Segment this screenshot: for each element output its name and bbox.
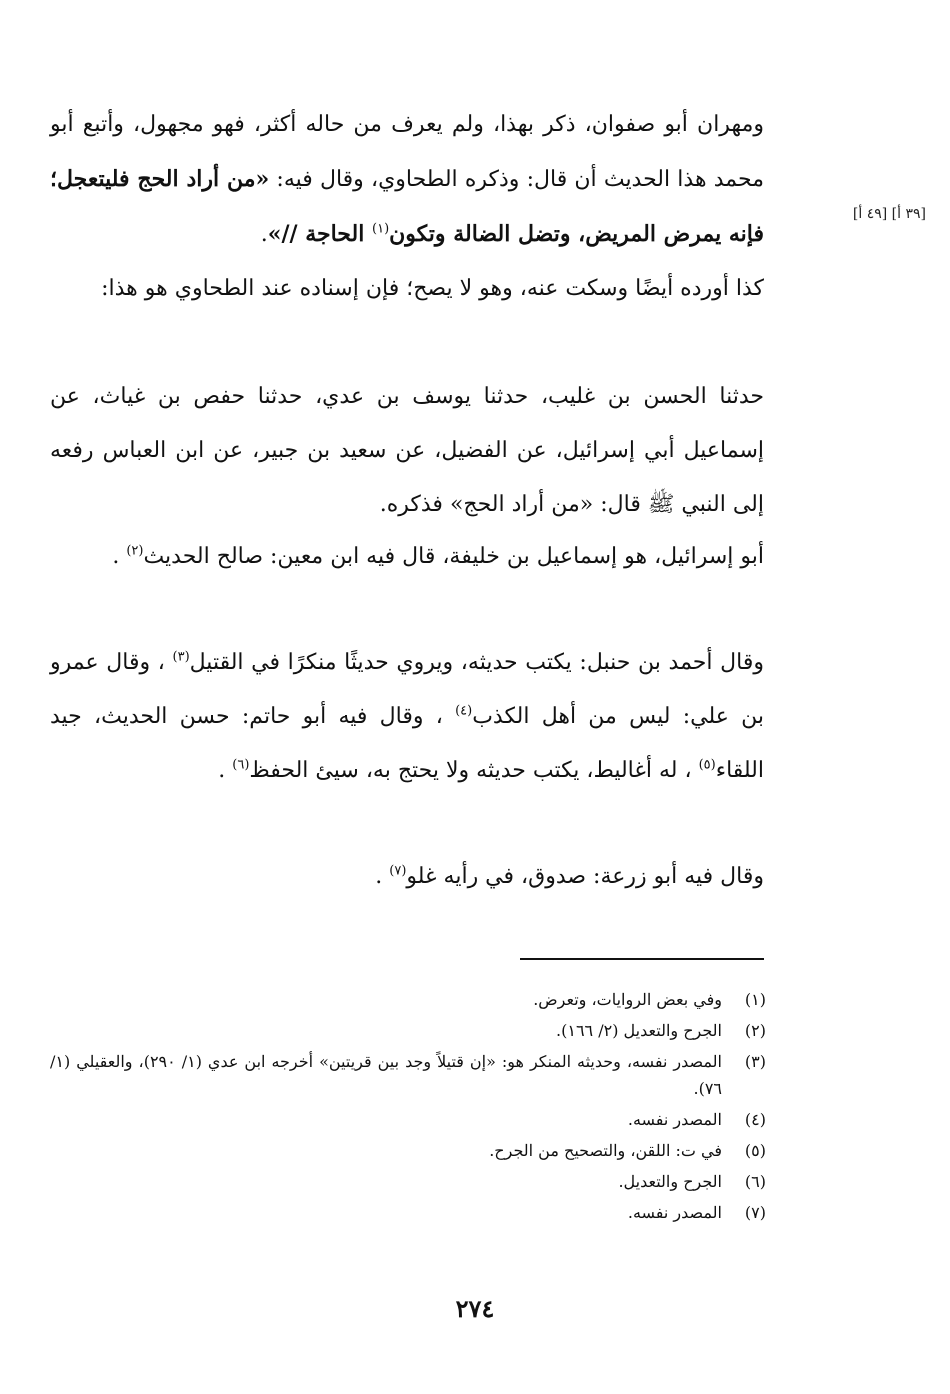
paragraph-5-text-d: ، له أغاليط، يكتب حديثه ولا يحتج به، سيئ الحفظ [249, 758, 699, 783]
paragraph-6-end: . [375, 864, 390, 889]
hadith-quote-part-2: الحاجة //» [267, 221, 372, 247]
paragraph-5-end: . [218, 758, 233, 783]
footnote-ref-4[interactable]: (٤) [455, 703, 473, 719]
footnote-3 [50, 1048, 766, 1102]
footnote-text: وفي بعض الروايات، وتعرض. [533, 990, 722, 1009]
footnote-number: (٧) [744, 1203, 766, 1222]
paragraph-5-text-b: ، وقال عمرو بن علي: ليس من أهل الكذب [50, 650, 764, 729]
footnote-text: المصدر نفسه، وحديثه المنكر هو: «إن قتيلاً وجد بين قريتين» أخرجه ابن عدي (١/ ٢٩٠)، والعقيلي (١/ ٧٦). [50, 1052, 723, 1098]
footnote-divider [520, 958, 764, 960]
footnote-number: (٤) [744, 1110, 766, 1129]
paragraph-4 [50, 530, 764, 584]
footnote-number: (٦) [744, 1172, 766, 1191]
footnote-7 [50, 1199, 766, 1226]
paragraph-5-text-c: ، وقال فيه أبو حاتم: حسن الحديث، جيد اللقاء [50, 704, 764, 783]
paragraph-6 [50, 850, 764, 904]
footnote-number: (٥) [744, 1141, 766, 1160]
footnote-text: المصدر نفسه. [627, 1203, 722, 1222]
footnote-5 [50, 1137, 766, 1164]
footnote-text: في ت: اللقن، والتصحيح من الجرح. [489, 1141, 722, 1160]
footnote-ref-7[interactable]: (٧) [389, 863, 407, 879]
footnote-text: الجرح والتعديل (٢/ ١٦٦). [556, 1021, 722, 1040]
footnote-2 [50, 1017, 766, 1044]
footnote-number: (١) [744, 990, 766, 1009]
paragraph-2: كذا أورده أيضًا وسكت عنه، وهو لا يصح؛ فإن إسناده عند الطحاوي هو هذا: [101, 276, 764, 301]
paragraph-1-text: ومهران أبو صفوان، ذكر بهذا، ولم يعرف من حاله أكثر، فهو مجهول، وأتبع أبو محمد هذا الحديث أن قال: وذكره الطحاوي، وقال فيه: [50, 112, 764, 192]
paragraph-6-text: وقال فيه أبو زرعة: صدوق، في رأيه غلو [406, 864, 764, 889]
paragraph-5 [50, 636, 764, 798]
footnote-ref-1[interactable]: (١) [372, 221, 390, 237]
footnote-6 [50, 1168, 766, 1195]
paragraph-1 [50, 98, 764, 262]
footnote-text: الجرح والتعديل. [618, 1172, 722, 1191]
manuscript-folio-marker: [٤٩ أ] [٣٩ أ] [852, 206, 926, 222]
paragraph-3-isnad: حدثنا الحسن بن غليب، حدثنا يوسف بن عدي، حدثنا حفص بن غياث، عن إسماعيل أبي إسرائيل، عن الفضيل، عن سعيد بن جبير، عن ابن العباس رفعه إلى النبي ﷺ قال: «من أراد الحج» فذكره. [50, 384, 764, 517]
paragraph-4-text: أبو إسرائيل، هو إسماعيل بن خليفة، قال فيه ابن معين: صالح الحديث [143, 544, 764, 569]
page-number: ٢٧٤ [455, 1294, 495, 1323]
footnote-ref-5[interactable]: (٥) [698, 757, 716, 773]
footnote-text: المصدر نفسه. [627, 1110, 722, 1129]
footnote-1 [50, 986, 766, 1013]
footnotes-section [50, 986, 766, 1230]
footnote-number: (٢) [744, 1021, 766, 1040]
footnote-number: (٣) [744, 1052, 766, 1071]
footnote-4 [50, 1106, 766, 1133]
paragraph-1-end: . [260, 222, 268, 247]
footnote-ref-3[interactable]: (٣) [172, 649, 190, 665]
hadith-quote-part-1: «من أراد الحج فليتعجل؛ فإنه يمرض المريض، وتضل الضالة وتكون [50, 166, 764, 247]
paragraph-4-end: . [112, 544, 127, 569]
footnote-ref-2[interactable]: (٢) [126, 543, 144, 559]
footnote-ref-6[interactable]: (٦) [232, 757, 250, 773]
paragraph-5-text-a: وقال أحمد بن حنبل: يكتب حديثه، ويروي حديثًا منكرًا في القتيل [189, 650, 764, 675]
